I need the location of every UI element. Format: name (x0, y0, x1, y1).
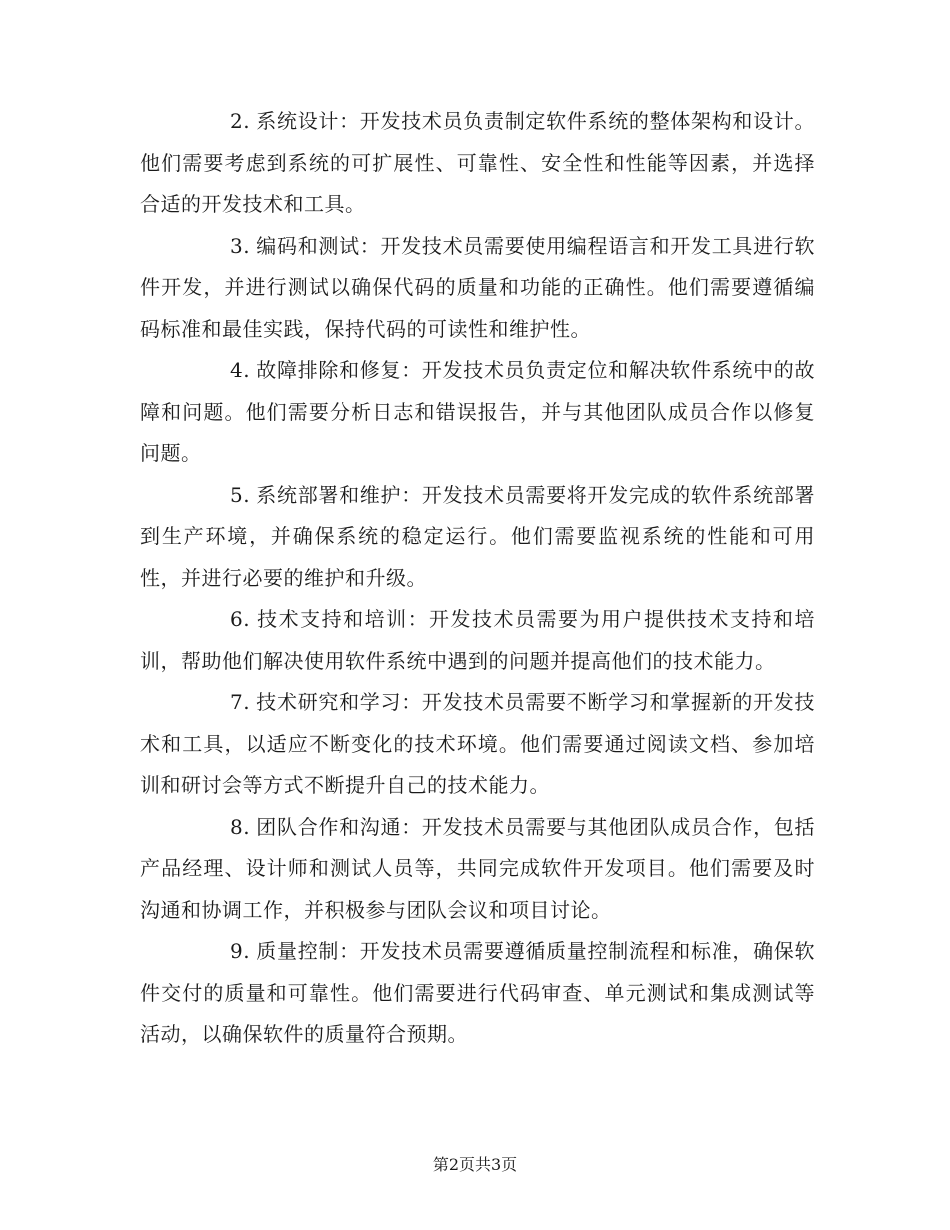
page-footer (0, 1152, 950, 1175)
paragraph-number: 6. (230, 607, 251, 631)
paragraph-text: 质量控制：开发技术员需要遵循质量控制流程和标准，确保软件交付的质量和可靠性。他们需要进行代码审查、单元测试和集成测试等活动，以确保软件的质量符合预期。 (140, 939, 815, 1046)
paragraph-number: 8. (230, 814, 251, 839)
paragraph-number: 3. (230, 233, 251, 258)
paragraph-text: 技术支持和培训：开发技术员需要为用户提供技术支持和培训，帮助他们解决使用软件系统中遇到的问题并提高他们的技术能力。 (140, 607, 815, 673)
paragraph-item-7 (140, 682, 815, 807)
paragraph-item-9 (140, 931, 815, 1056)
paragraph-text: 故障排除和修复：开发技术员负责定位和解决软件系统中的故障和问题。他们需要分析日志和错误报告，并与其他团队成员合作以修复问题。 (140, 358, 815, 465)
paragraph-number: 4. (230, 358, 251, 382)
paragraph-text: 技术研究和学习：开发技术员需要不断学习和掌握新的开发技术和工具，以适应不断变化的技术环境。他们需要通过阅读文档、参加培训和研讨会等方式不断提升自己的技术能力。 (140, 690, 815, 797)
paragraph-item-3 (140, 226, 815, 351)
paragraph-text: 系统设计：开发技术员负责制定软件系统的整体架构和设计。他们需要考虑到系统的可扩展性、可靠性、安全性和性能等因素，并选择合适的开发技术和工具。 (140, 109, 815, 216)
document-body (140, 101, 815, 1056)
paragraph-text: 团队合作和沟通：开发技术员需要与其他团队成员合作，包括产品经理、设计师和测试人员等，共同完成软件开发项目。他们需要及时沟通和协调工作，并积极参与团队会议和项目讨论。 (140, 814, 815, 922)
paragraph-item-4 (140, 350, 815, 475)
paragraph-item-2 (140, 101, 815, 226)
paragraph-text: 编码和测试：开发技术员需要使用编程语言和开发工具进行软件开发，并进行测试以确保代码的质量和功能的正确性。他们需要遵循编码标准和最佳实践，保持代码的可读性和维护性。 (140, 233, 815, 341)
paragraph-item-6 (140, 599, 815, 682)
paragraph-item-8 (140, 807, 815, 932)
paragraph-text: 系统部署和维护：开发技术员需要将开发完成的软件系统部署到生产环境，并确保系统的稳定运行。他们需要监视系统的性能和可用性，并进行必要的维护和升级。 (140, 482, 815, 590)
paragraph-number: 7. (230, 690, 251, 714)
page-number-label: 第2页共3页 (432, 1155, 518, 1174)
paragraph-number: 9. (230, 939, 251, 963)
paragraph-item-5 (140, 475, 815, 600)
paragraph-number: 5. (230, 482, 251, 507)
paragraph-number: 2. (230, 109, 251, 133)
